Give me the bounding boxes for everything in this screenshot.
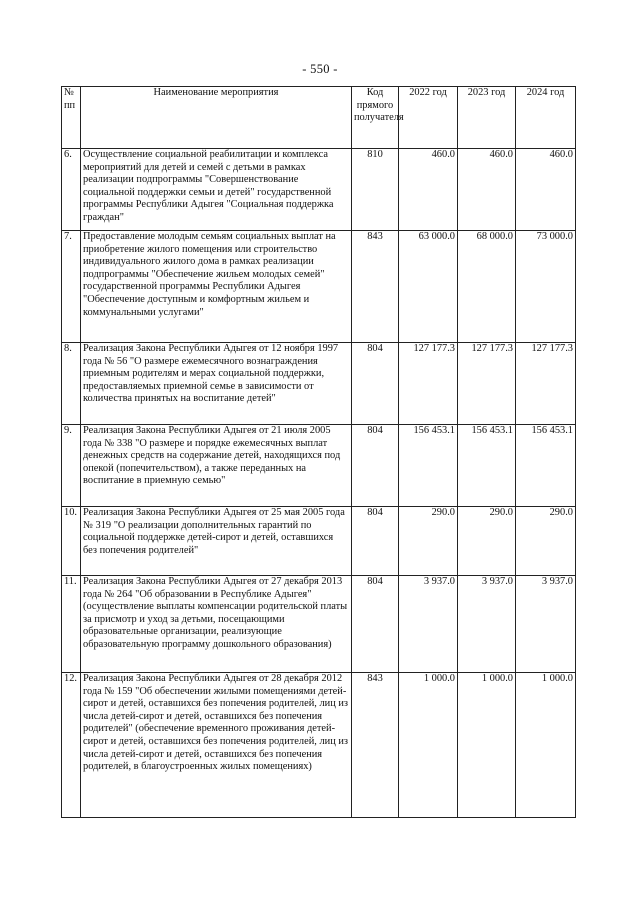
row-amount-2023: 460.0 (458, 149, 516, 231)
row-amount-2022: 127 177.3 (399, 343, 458, 425)
row-number: 7. (62, 231, 81, 343)
row-amount-2022: 3 937.0 (399, 576, 458, 673)
row-code: 804 (352, 343, 399, 425)
row-amount-2024: 73 000.0 (516, 231, 576, 343)
table-row (62, 425, 576, 507)
header-2022: 2022 год (399, 87, 458, 149)
row-amount-2022: 63 000.0 (399, 231, 458, 343)
row-amount-2023: 3 937.0 (458, 576, 516, 673)
row-amount-2022: 1 000.0 (399, 673, 458, 818)
row-number: 11. (62, 576, 81, 673)
header-num: № пп (62, 87, 81, 149)
row-name: Реализация Закона Республики Адыгея от 12 ноября 1997 года № 56 "О размере ежемесячного вознаграждения приемным родителям и мерах социальной поддержки, предоставляемых приемной семье в зависимости от количества принятых на воспитание детей" (81, 343, 352, 425)
table-row (62, 231, 576, 343)
row-code: 843 (352, 231, 399, 343)
row-number: 8. (62, 343, 81, 425)
table-row (62, 149, 576, 231)
row-amount-2024: 3 937.0 (516, 576, 576, 673)
row-number: 12. (62, 673, 81, 818)
row-name: Реализация Закона Республики Адыгея от 27 декабря 2013 года № 264 "Об образовании в Республике Адыгея" (осуществление выплаты компенсации родительской платы за присмотр и уход за детьми, посещающими образовательные организации, реализующие образовательную программу дошкольного образования) (81, 576, 352, 673)
row-number: 10. (62, 507, 81, 576)
row-amount-2024: 1 000.0 (516, 673, 576, 818)
budget-table (61, 86, 576, 818)
row-amount-2023: 1 000.0 (458, 673, 516, 818)
row-code: 843 (352, 673, 399, 818)
page-number: - 550 - (302, 62, 338, 76)
row-code: 804 (352, 507, 399, 576)
row-name: Реализация Закона Республики Адыгея от 25 мая 2005 года № 319 "О реализации дополнительных гарантий по социальной поддержке детей-сирот и детей, оставшихся без попечения родителей" (81, 507, 352, 576)
row-amount-2024: 156 453.1 (516, 425, 576, 507)
row-number: 9. (62, 425, 81, 507)
row-amount-2024: 290.0 (516, 507, 576, 576)
row-code: 810 (352, 149, 399, 231)
table-row (62, 576, 576, 673)
header-name: Наименование мероприятия (81, 87, 352, 149)
row-amount-2023: 156 453.1 (458, 425, 516, 507)
row-amount-2023: 290.0 (458, 507, 516, 576)
row-name: Реализация Закона Республики Адыгея от 28 декабря 2012 года № 159 "Об обеспечении жилыми помещениями детей-сирот и детей, оставшихся без попечения родителей, лиц из числа детей-сирот и детей, оставшихся без попечения родителей" (обеспечение временного проживания детей-сирот и детей, оставшихся без попечения родителей, лиц из числа детей-сирот и детей, оставшихся без попечения родителей, в благоустроенных жилых помещениях) (81, 673, 352, 818)
row-name: Реализация Закона Республики Адыгея от 21 июля 2005 года № 338 "О размере и порядке ежемесячных выплат денежных средств на содержание детей, находящихся под опекой (попечительством), а также переданных на воспитание в приемную семью" (81, 425, 352, 507)
row-amount-2024: 127 177.3 (516, 343, 576, 425)
table-row (62, 673, 576, 818)
row-name: Предоставление молодым семьям социальных выплат на приобретение жилого помещения или строительство индивидуального жилого дома в рамках реализации подпрограммы "Обеспечение жильем молодых семей" государственной программы Республики Адыгея "Обеспечение доступным и комфортным жильем и коммунальными услугами" (81, 231, 352, 343)
header-2023: 2023 год (458, 87, 516, 149)
row-amount-2022: 290.0 (399, 507, 458, 576)
row-code: 804 (352, 425, 399, 507)
header-2024: 2024 год (516, 87, 576, 149)
table-row (62, 343, 576, 425)
row-amount-2024: 460.0 (516, 149, 576, 231)
row-name: Осуществление социальной реабилитации и комплекса мероприятий для детей и семей с детьми в рамках реализации подпрограммы "Совершенствование социальной поддержки семьи и детей" государственной программы Республики Адыгея "Социальная поддержка граждан" (81, 149, 352, 231)
header-row (62, 87, 576, 149)
table-row (62, 507, 576, 576)
row-number: 6. (62, 149, 81, 231)
row-amount-2023: 68 000.0 (458, 231, 516, 343)
row-amount-2023: 127 177.3 (458, 343, 516, 425)
row-amount-2022: 460.0 (399, 149, 458, 231)
header-code: Код прямого получателя (352, 87, 399, 149)
row-amount-2022: 156 453.1 (399, 425, 458, 507)
row-code: 804 (352, 576, 399, 673)
